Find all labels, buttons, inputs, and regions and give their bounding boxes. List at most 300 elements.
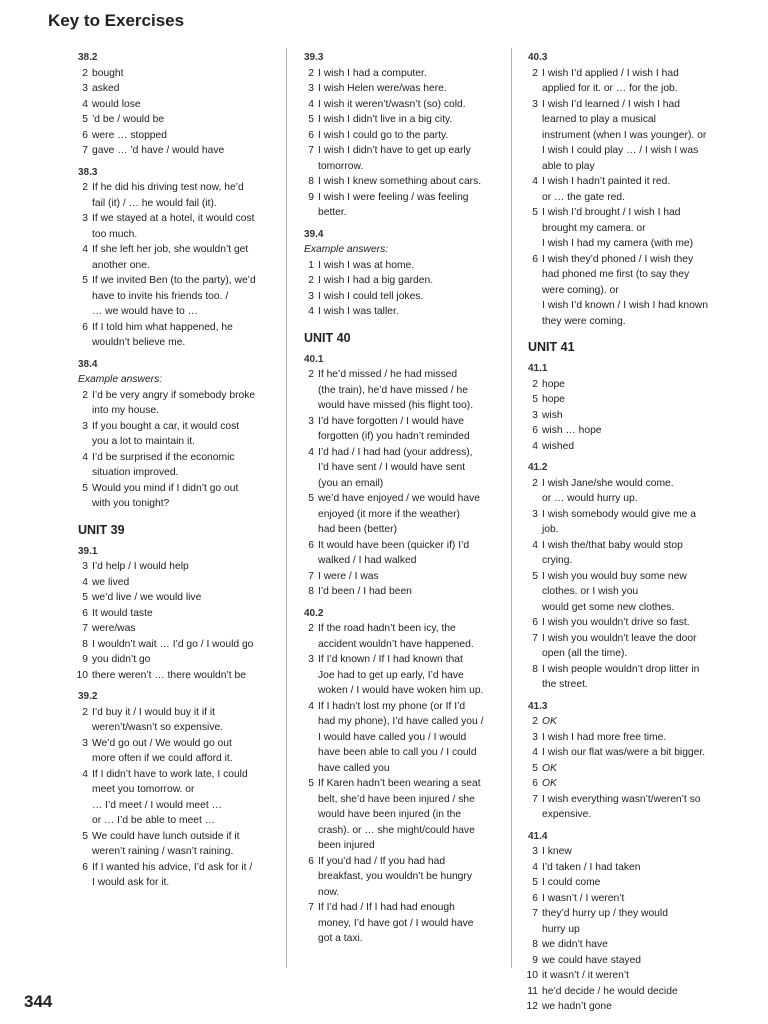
- answer-line: … we would have to …: [92, 306, 198, 317]
- answer-item: [528, 984, 738, 1000]
- answer-line: If I told him what happened, he: [92, 321, 233, 333]
- answer-line: If I hadn’t lost my phone (or If I’d: [318, 700, 466, 712]
- answer-item: [528, 252, 738, 330]
- answer-number: 6: [308, 539, 314, 551]
- answer-line: we could have stayed: [542, 954, 642, 966]
- exercise-number: 39.3: [304, 52, 324, 63]
- answer-item: [304, 538, 500, 569]
- exercise-block: [78, 165, 278, 351]
- answer-line: now.: [318, 886, 340, 898]
- answer-number: 5: [532, 570, 538, 582]
- answer-column-2: [304, 50, 500, 947]
- answer-item: [528, 792, 738, 823]
- answer-line: I wish I were feeling / was feeling: [318, 191, 469, 203]
- exercise-number: 38.4: [78, 358, 98, 370]
- answer-number: 4: [532, 861, 538, 873]
- answer-item: [528, 205, 738, 252]
- answer-item: [528, 891, 738, 907]
- answer-item: [528, 439, 634, 455]
- answer-line: I wish somebody would give me a: [542, 508, 696, 520]
- exercise-block: [528, 460, 738, 693]
- answer-item: [304, 900, 500, 947]
- answer-item: [304, 854, 500, 901]
- answer-line: wouldn’t believe me.: [92, 337, 186, 348]
- answer-line: (the train), he’d have missed / he: [318, 384, 468, 396]
- answer-number: 7: [308, 902, 314, 913]
- answer-number: 1: [308, 259, 314, 271]
- answer-line: it wasn’t / it weren’t: [542, 970, 629, 981]
- answer-line: weren’t/wasn’t so expensive.: [92, 722, 224, 733]
- answer-number: 7: [532, 632, 538, 644]
- answer-item: [528, 860, 738, 876]
- answer-number: 5: [308, 778, 314, 789]
- answer-line: or … the gate red.: [542, 191, 625, 203]
- answer-line: I’d taken / I had taken: [542, 861, 641, 873]
- answer-line: I wish I didn’t have to get up early: [318, 145, 471, 156]
- answer-line: applied for it. or … for the job.: [542, 83, 678, 94]
- answer-line: would have missed (his flight too).: [318, 400, 474, 411]
- answer-line: If she left her job, she wouldn’t get: [92, 244, 249, 255]
- exercise-block: [78, 689, 278, 891]
- answer-line: I would have called you / I would: [318, 731, 467, 743]
- answer-number: 7: [82, 145, 88, 156]
- exercise-number: 40.2: [304, 607, 324, 619]
- answer-line: I wish I could play … / I wish I was: [542, 145, 699, 156]
- exercise-block: [528, 829, 738, 1015]
- answer-item: [528, 745, 738, 761]
- exercise-block: [304, 50, 500, 221]
- answer-item: [78, 273, 278, 320]
- exercise-number: 38.2: [78, 52, 98, 63]
- answer-item: [78, 97, 278, 113]
- answer-number: 2: [308, 369, 314, 380]
- answer-line: learned to play a musical: [542, 114, 656, 125]
- answer-line: If the road hadn’t been icy, the: [318, 623, 456, 634]
- answer-line: hope: [542, 378, 565, 390]
- exercise-block: [304, 227, 500, 320]
- answer-number: 6: [82, 321, 88, 333]
- answer-number: 3: [82, 213, 88, 224]
- answer-item: [528, 937, 738, 953]
- answer-line: If we invited Ben (to the party), we’d: [92, 275, 256, 286]
- answer-line: hope: [542, 394, 565, 405]
- answer-line: I wish you wouldn’t drive so fast.: [542, 617, 690, 628]
- answer-line: there weren’t … there wouldn’t be: [92, 669, 246, 681]
- answer-item: [78, 621, 278, 637]
- answer-number: 8: [308, 176, 314, 187]
- answer-item: [78, 388, 278, 419]
- answer-line: meet you tomorrow. or: [92, 784, 195, 795]
- answer-item: [78, 112, 278, 128]
- answer-item: [78, 128, 278, 144]
- answer-item: [304, 258, 500, 274]
- answer-line: If you bought a car, it would cost: [92, 420, 240, 432]
- answer-number: 4: [82, 576, 88, 588]
- answer-number: 4: [532, 539, 538, 551]
- answer-number: 7: [308, 570, 314, 582]
- answer-line: I wish everything wasn’t/weren’t so: [542, 793, 701, 805]
- answer-line: I wish I hadn’t painted it red.: [542, 176, 671, 187]
- answer-line: I wish the/that baby would stop: [542, 539, 683, 551]
- answer-item: [78, 829, 278, 860]
- exercise-number: 41.4: [528, 830, 548, 842]
- answer-line: I wish I had a big garden.: [318, 275, 434, 286]
- answer-number: 2: [82, 67, 88, 79]
- answer-number: 6: [82, 861, 88, 873]
- answer-number: 5: [82, 592, 88, 603]
- answer-item: [528, 714, 738, 730]
- exercise-block: [78, 544, 278, 684]
- answer-line: with you tonight?: [92, 498, 170, 509]
- answer-line: brought my camera. or: [542, 222, 646, 234]
- answer-line: OK: [542, 716, 557, 727]
- answer-number: 3: [532, 508, 538, 520]
- exercise-block: [528, 361, 738, 454]
- answer-number: 3: [308, 83, 314, 94]
- answer-number: 2: [308, 67, 314, 79]
- answer-number: 4: [308, 98, 314, 110]
- page-number: 344: [24, 992, 53, 1011]
- answer-line: accident wouldn’t have happened.: [318, 638, 474, 650]
- answer-line: I would ask for it.: [92, 877, 170, 888]
- answer-item: [78, 242, 278, 273]
- answer-line: It would taste: [92, 607, 153, 619]
- answer-number: 2: [532, 67, 538, 79]
- exercise-number: 41.2: [528, 462, 548, 473]
- answer-line: expensive.: [542, 809, 592, 820]
- answer-line: We could have lunch outside if it: [92, 830, 240, 842]
- answer-item: [528, 408, 634, 424]
- answer-line: crying.: [542, 555, 573, 566]
- answer-line: situation improved.: [92, 467, 179, 478]
- answer-number: 5: [82, 114, 88, 125]
- answer-line: I wish Jane/she would come.: [542, 477, 674, 489]
- answer-number: 7: [308, 145, 314, 156]
- answer-number: 3: [308, 290, 314, 302]
- answer-number: 4: [82, 451, 88, 463]
- exercise-note: Example answers:: [78, 374, 163, 385]
- answer-item: [304, 273, 500, 289]
- answer-number: 2: [82, 389, 88, 401]
- answer-number: 5: [532, 207, 538, 218]
- exercise-block: [304, 606, 500, 947]
- answer-line: walked / I had walked: [318, 555, 417, 566]
- answer-number: 3: [308, 415, 314, 427]
- answer-line: I wish I had more free time.: [542, 731, 667, 743]
- answer-line: or … would hurry up.: [542, 493, 638, 504]
- answer-line: I’d be surprised if the economic: [92, 451, 235, 463]
- answer-number: 2: [308, 275, 314, 286]
- answer-line: I wish I’d learned / I wish I had: [542, 98, 680, 110]
- answer-item: [304, 174, 500, 190]
- unit-heading: UNIT 39: [78, 522, 125, 537]
- answer-number: 3: [82, 561, 88, 572]
- answer-line: I wish I could go to the party.: [318, 129, 449, 141]
- exercise-block: [78, 357, 278, 512]
- answer-item: [528, 97, 738, 175]
- answer-number: 5: [82, 830, 88, 842]
- answer-line: you a lot to maintain it.: [92, 436, 196, 447]
- answer-line: job.: [542, 524, 559, 535]
- answer-line: If he’d missed / he had missed: [318, 369, 458, 380]
- answer-number: 5: [308, 114, 314, 125]
- answer-line: I wish I knew something about cars.: [318, 176, 482, 187]
- answer-number: 6: [82, 607, 88, 619]
- answer-item: [528, 761, 738, 777]
- answer-number: 5: [82, 482, 88, 494]
- answer-item: [304, 81, 500, 97]
- answer-item: [78, 211, 278, 242]
- answer-line: the street.: [542, 679, 588, 690]
- answer-line: I wish I’d applied / I wish I had: [542, 67, 679, 79]
- answer-number: 4: [532, 176, 538, 187]
- answer-number: 2: [532, 378, 538, 390]
- answer-line: into my house.: [92, 405, 159, 416]
- answer-item: [78, 450, 278, 481]
- answer-item: [78, 180, 278, 211]
- answer-line: they were coming.: [542, 315, 626, 327]
- answer-line: forgotten (if) you hadn’t reminded: [318, 431, 470, 442]
- answer-line: tomorrow.: [318, 160, 364, 172]
- answer-item: [78, 419, 278, 450]
- answer-number: 6: [532, 617, 538, 628]
- answer-line: I could come: [542, 877, 601, 888]
- answer-item: [78, 668, 278, 684]
- answer-line: we lived: [92, 576, 130, 588]
- answer-number: 5: [532, 762, 538, 774]
- answer-item: [304, 143, 500, 174]
- answer-number: 4: [532, 440, 538, 452]
- answer-item: [528, 844, 738, 860]
- answer-item: [304, 652, 500, 699]
- answer-item: [528, 377, 634, 393]
- answer-line: Joe had to get up early, I’d have: [318, 669, 464, 681]
- answer-item: [304, 569, 500, 585]
- answer-line: clothes. or I wish you: [542, 586, 639, 597]
- answer-line: If you’d had / If you had had: [318, 855, 446, 867]
- answer-line: asked: [92, 83, 120, 94]
- answer-item: [78, 606, 278, 622]
- answer-line: enjoyed (it more if the weather): [318, 508, 460, 520]
- answer-line: We’d go out / We would go out: [92, 737, 232, 749]
- exercise-block: [528, 50, 738, 329]
- answer-item: [304, 491, 500, 538]
- answer-number: 7: [82, 623, 88, 634]
- answer-line: instrument (when I was younger). or: [542, 129, 707, 141]
- answer-line: I wish you wouldn’t leave the door: [542, 632, 697, 644]
- answer-number: 8: [532, 939, 538, 950]
- answer-line: I’d been / I had been: [318, 586, 412, 597]
- answer-item: [528, 423, 634, 439]
- answer-line: we hadn’t gone: [542, 1001, 612, 1012]
- exercise-number: 39.1: [78, 545, 98, 557]
- answer-line: got a taxi.: [318, 933, 363, 944]
- answer-number: 4: [82, 768, 88, 780]
- answer-number: 11: [527, 985, 538, 997]
- answer-number: 6: [308, 129, 314, 141]
- answer-number: 8: [82, 638, 88, 650]
- answer-number: 3: [532, 731, 538, 743]
- exercise-number: 38.3: [78, 166, 98, 178]
- answer-item: [78, 81, 278, 97]
- answer-number: 7: [532, 908, 538, 919]
- answer-line: I wish I had my camera (with me): [542, 238, 694, 249]
- answer-line: money, I’d have got / I would have: [318, 917, 474, 929]
- answer-number: 3: [532, 98, 538, 110]
- answer-line: gave … ’d have / would have: [92, 145, 225, 156]
- exercise-block: [528, 699, 738, 823]
- answer-line: or … I’d be able to meet …: [92, 815, 216, 826]
- answer-number: 4: [532, 747, 538, 758]
- answer-number: 9: [532, 954, 538, 966]
- answer-item: [528, 953, 738, 969]
- answer-line: I wish they’d phoned / I wish they: [542, 253, 694, 265]
- exercise-number: 40.3: [528, 52, 548, 63]
- answer-number: 8: [308, 586, 314, 597]
- answer-line: If I didn’t have to work late, I could: [92, 768, 248, 780]
- unit-heading: UNIT 41: [528, 340, 575, 354]
- answer-item: [528, 631, 738, 662]
- answer-item: [304, 128, 500, 144]
- answer-line: OK: [542, 778, 557, 789]
- answer-number: 10: [526, 970, 538, 981]
- answer-item: [304, 584, 500, 600]
- answer-item: [304, 66, 500, 82]
- answer-number: 9: [82, 654, 88, 665]
- answer-number: 3: [82, 420, 88, 432]
- answer-line: I wish you would buy some new: [542, 570, 687, 582]
- answer-item: [78, 652, 278, 668]
- answer-line: I wish I’d brought / I wish I had: [542, 207, 681, 218]
- answer-line: fail (it) / … he would fail (it).: [92, 197, 217, 209]
- answer-line: woken / I would have woken him up.: [318, 685, 484, 696]
- answer-line: I wish I’d known / I wish I had known: [542, 300, 708, 311]
- answer-number: 6: [532, 892, 538, 904]
- answer-number: 6: [308, 855, 314, 867]
- answer-line: open (all the time).: [542, 648, 628, 659]
- answer-line: were coming). or: [542, 284, 619, 296]
- answer-line: wish … hope: [542, 425, 602, 436]
- answer-number: 6: [532, 425, 538, 436]
- answer-line: crash). or … she might/could have: [318, 824, 475, 836]
- answer-line: If Karen hadn’t been wearing a seat: [318, 778, 481, 789]
- answer-item: [528, 999, 738, 1015]
- answer-number: 9: [308, 191, 314, 203]
- answer-number: 2: [82, 182, 88, 193]
- answer-item: [78, 637, 278, 653]
- answer-number: 4: [308, 700, 314, 712]
- answer-line: I wish I had a computer.: [318, 67, 427, 79]
- answer-line: another one.: [92, 259, 150, 271]
- answer-number: 3: [532, 846, 538, 857]
- exercise-number: 40.1: [304, 353, 324, 365]
- answer-item: [78, 143, 278, 159]
- exercise-note: Example answers:: [304, 244, 389, 255]
- answer-number: 2: [308, 623, 314, 634]
- answer-item: [528, 476, 738, 507]
- answer-number: 2: [82, 706, 88, 718]
- answer-line: better.: [318, 207, 347, 218]
- answer-item: [78, 736, 278, 767]
- answer-line: would lose: [92, 98, 141, 110]
- answer-line: I wish it weren’t/wasn’t (so) cold.: [318, 98, 466, 110]
- answer-number: 4: [82, 244, 88, 255]
- answer-item: [528, 569, 738, 616]
- answer-line: OK: [542, 762, 557, 774]
- answer-line: able to play: [542, 160, 595, 172]
- answer-line: I wasn’t / I weren’t: [542, 892, 625, 904]
- answer-line: have called you: [318, 762, 390, 774]
- answer-line: would get some new clothes.: [542, 601, 675, 613]
- answer-line: If I’d had / If I had had enough: [318, 902, 455, 913]
- answer-item: [528, 906, 738, 937]
- answer-line: I wish I could tell jokes.: [318, 290, 424, 302]
- answer-number: 8: [532, 663, 538, 675]
- answer-item: [528, 968, 738, 984]
- answer-line: I wouldn’t wait … I’d go / I would go: [92, 638, 254, 650]
- answer-line: I wish I was taller.: [318, 306, 399, 317]
- answer-line: I’d had / I had had (your address),: [318, 446, 473, 458]
- answer-item: [78, 481, 278, 512]
- answer-line: ’d be / would be: [92, 114, 165, 125]
- answer-line: wish: [542, 409, 563, 421]
- answer-item: [304, 776, 500, 854]
- answer-line: breakfast, you wouldn’t be hungry: [318, 871, 472, 882]
- answer-number: 5: [82, 275, 88, 286]
- answer-number: 6: [532, 253, 538, 265]
- answer-item: [528, 615, 738, 631]
- answer-column-1: [78, 50, 278, 891]
- answer-item: [528, 538, 738, 569]
- answer-item: [528, 875, 738, 891]
- answer-item: [304, 367, 500, 414]
- answer-line: Would you mind if I didn’t go out: [92, 482, 239, 494]
- answer-number: 12: [526, 1001, 538, 1012]
- answer-line: weren’t raining / wasn’t raining.: [92, 846, 234, 857]
- answer-item: [78, 767, 278, 829]
- answer-number: 5: [532, 877, 538, 888]
- answer-line: I were / I was: [318, 570, 379, 582]
- answer-line: they’d hurry up / they would: [542, 908, 668, 919]
- answer-line: I wish I didn’t live in a big city.: [318, 114, 453, 125]
- answer-line: wished: [542, 440, 575, 452]
- answer-line: belt, she’d have been injured / she: [318, 793, 475, 805]
- answer-line: we’d have enjoyed / we would have: [318, 493, 480, 504]
- answer-number: 6: [532, 778, 538, 789]
- answer-item: [528, 66, 738, 97]
- answer-number: 10: [76, 669, 88, 681]
- answer-line: have to invite his friends too. /: [92, 290, 229, 302]
- answer-line: I wish Helen were/was here.: [318, 83, 447, 94]
- page-title: Key to Exercises: [48, 11, 185, 30]
- answer-number: 2: [532, 477, 538, 489]
- answer-line: bought: [92, 67, 124, 79]
- answer-item: [78, 320, 278, 351]
- answer-line: I’d have forgotten / I would have: [318, 415, 464, 427]
- answer-number: 3: [532, 409, 538, 421]
- answer-line: I wish people wouldn’t drop litter in: [542, 663, 700, 675]
- answer-number: 3: [308, 654, 314, 665]
- answer-item: [304, 304, 500, 320]
- answer-item: [304, 621, 500, 652]
- answer-line: were … stopped: [92, 129, 167, 141]
- answer-number: 6: [82, 129, 88, 141]
- answer-line: I knew: [542, 846, 572, 857]
- answer-item: [304, 289, 500, 305]
- exercise-number: 41.3: [528, 700, 548, 712]
- answer-line: were/was: [92, 623, 136, 634]
- answer-line: If he did his driving test now, he’d: [92, 182, 244, 193]
